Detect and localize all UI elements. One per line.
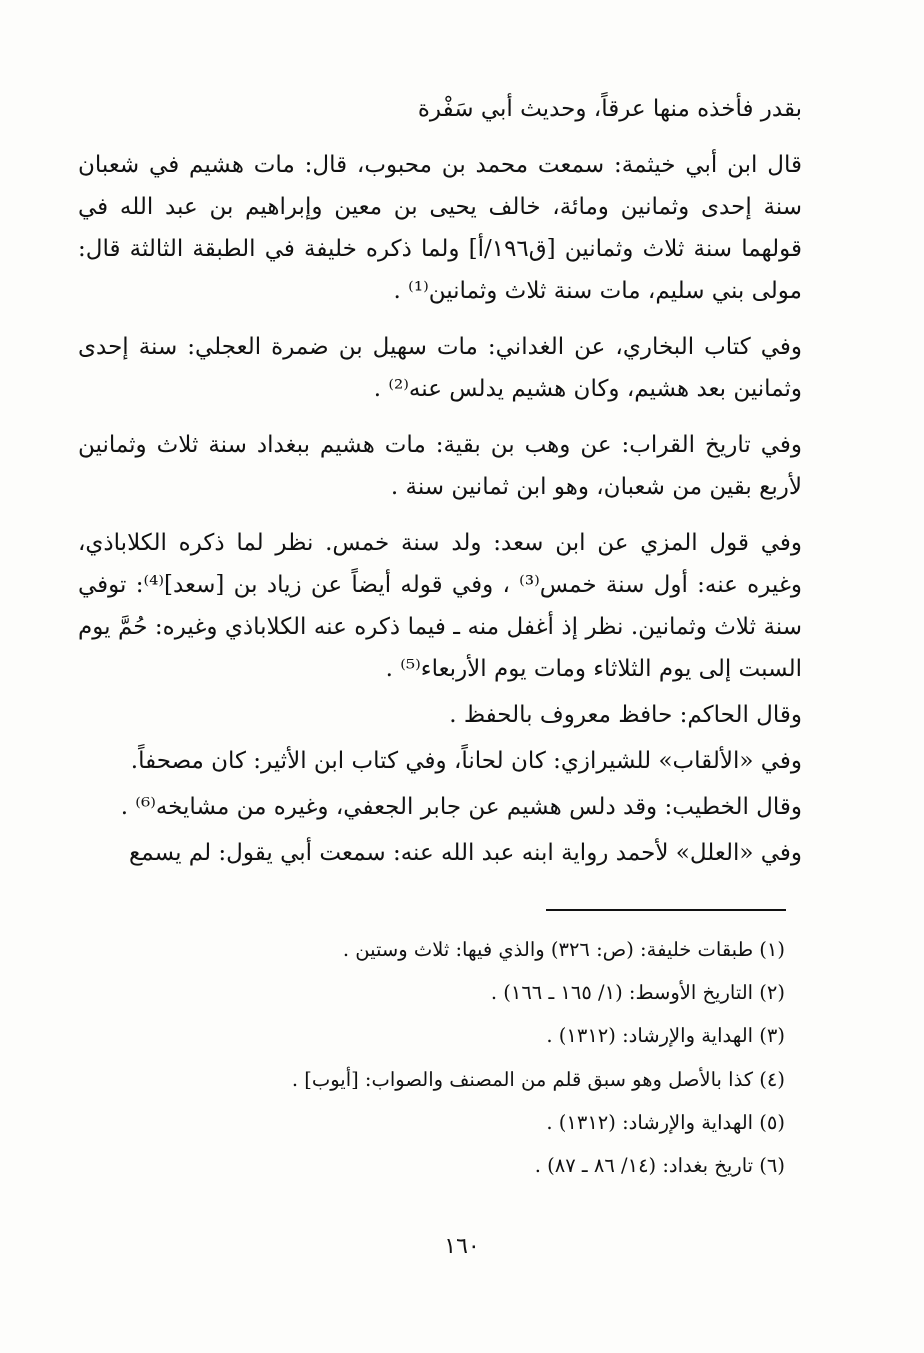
paragraph: وفي قول المزي عن ابن سعد: ولد سنة خمس. نظر لما ذكره الكلاباذي، وغيره عنه: أول سنة خمس⁽³⁾ ، وفي قوله أيضاً عن زياد بن [سعد]⁽⁴⁾: توفي سنة ثلاث وثمانين. نظر إذ أغفل منه ـ فيما ذكره عنه الكلاباذي وغيره: حُمَّ يوم السبت إلى يوم الثلاثاء ومات يوم الأربعاء⁽⁵⁾ .	[78, 530, 802, 682]
footnote: (٦) تاريخ بغداد: (١٤/ ٨٦ ـ ٨٧) .	[534, 1154, 785, 1178]
footnote: (٤) كذا بالأصل وهو سبق قلم من المصنف والصواب: [أيوب] .	[291, 1067, 785, 1091]
paragraph: وفي كتاب البخاري، عن الغداني: مات سهيل بن ضمرة العجلي: سنة إحدى وثمانين بعد هشيم، وكان هشيم يدلس عنه⁽²⁾ .	[78, 334, 802, 402]
footnote: (٥) الهداية والإرشاد: (١٣١٢) .	[546, 1110, 785, 1134]
paragraph: قال ابن أبي خيثمة: سمعت محمد بن محبوب، قال: مات هشيم في شعبان سنة إحدى وثمانين ومائة، خالف يحيى بن معين وإبراهيم بن عبد الله في قولهما سنة ثلاث وثمانين [ق١٩٦/أ] ولما ذكره خليفة في الطبقة الثالثة قال: مولى بني سليم، مات سنة ثلاث وثمانين⁽¹⁾ .	[78, 152, 802, 304]
paragraph: وفي «الألقاب» للشيرازي: كان لحاناً، وفي كتاب ابن الأثير: كان مصحفاً.	[130, 748, 802, 774]
paragraph: بقدر فأخذه منها عرقاً، وحديث أبي سَفْرة	[417, 96, 802, 122]
paragraph: وقال الحاكم: حافظ معروف بالحفظ .	[449, 702, 802, 728]
main-text	[78, 88, 802, 878]
footnotes	[120, 928, 785, 1187]
footnote: (١) طبقات خليفة: (ص: ٣٢٦) والذي فيها: ثلاث وستين .	[342, 938, 785, 961]
paragraph: وقال الخطيب: وقد دلس هشيم عن جابر الجعفي، وغيره من مشايخه⁽⁶⁾ .	[120, 794, 802, 820]
page-number: ١٦٠	[444, 1234, 480, 1259]
footnote: (٢) التاريخ الأوسط: (١/ ١٦٥ ـ ١٦٦) .	[490, 981, 785, 1005]
paragraph: وفي «العلل» لأحمد رواية ابنه عبد الله عنه: سمعت أبي يقول: لم يسمع	[129, 840, 802, 866]
footnote: (٣) الهداية والإرشاد: (١٣١٢) .	[546, 1024, 785, 1048]
paragraph: وفي تاريخ القراب: عن وهب بن بقية: مات هشيم ببغداد سنة ثلاث وثمانين لأربع بقين من شعبان، وهو ابن ثمانين سنة .	[78, 432, 802, 500]
footnote-separator	[546, 909, 786, 911]
